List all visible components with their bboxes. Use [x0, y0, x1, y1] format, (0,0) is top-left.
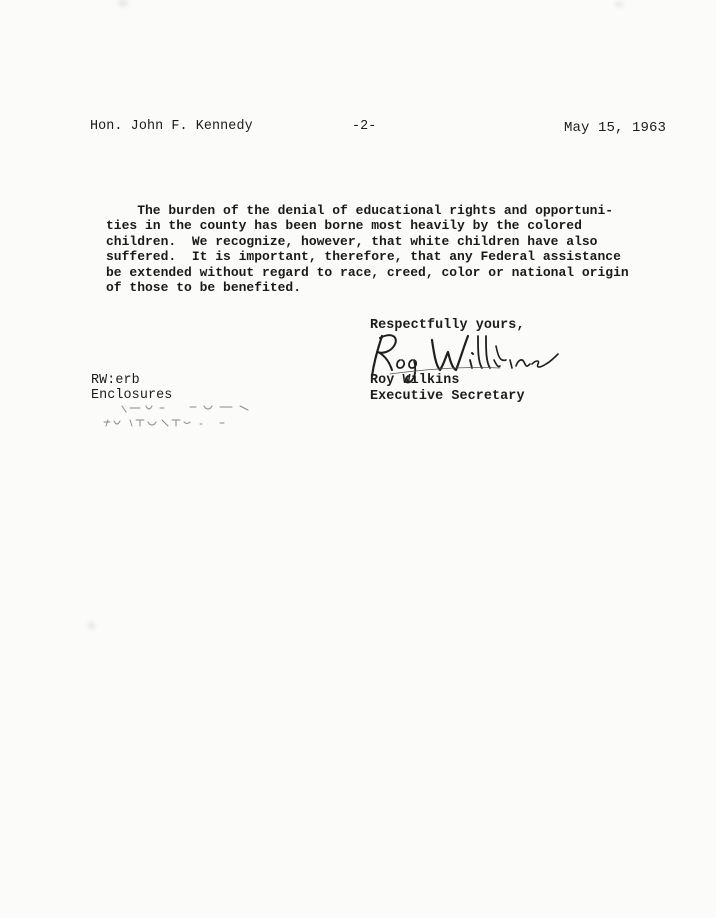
page-number: -2- — [352, 119, 377, 134]
pencil-annotation — [100, 402, 270, 432]
signer-title: Executive Secretary — [370, 389, 525, 404]
body-line: ties in the county has been borne most heavily by the colored — [106, 218, 582, 234]
body-line: children. We recognize, however, that white children have also — [106, 233, 598, 249]
body-line: of those to be benefited. — [106, 280, 302, 296]
body-line: suffered. It is important, therefore, that any Federal assistance — [106, 249, 621, 265]
complimentary-close: Respectfully yours, — [370, 318, 525, 333]
recipient-line: Hon. John F. Kennedy — [90, 119, 253, 134]
reference-initials: RW:erb — [91, 373, 140, 388]
body-line: be extended without regard to race, creed, color or national origin — [106, 264, 629, 280]
body-line: The burden of the denial of educational rights and opportuni- — [106, 203, 614, 218]
paper-mark — [615, 2, 623, 7]
signer-name: Roy Wilkins — [370, 373, 460, 388]
paper-mark — [118, 0, 128, 6]
paper-mark — [88, 622, 95, 629]
letter-date: May 15, 1963 — [563, 120, 666, 136]
enclosures-note: Enclosures — [91, 388, 173, 403]
body-paragraph — [106, 203, 676, 295]
